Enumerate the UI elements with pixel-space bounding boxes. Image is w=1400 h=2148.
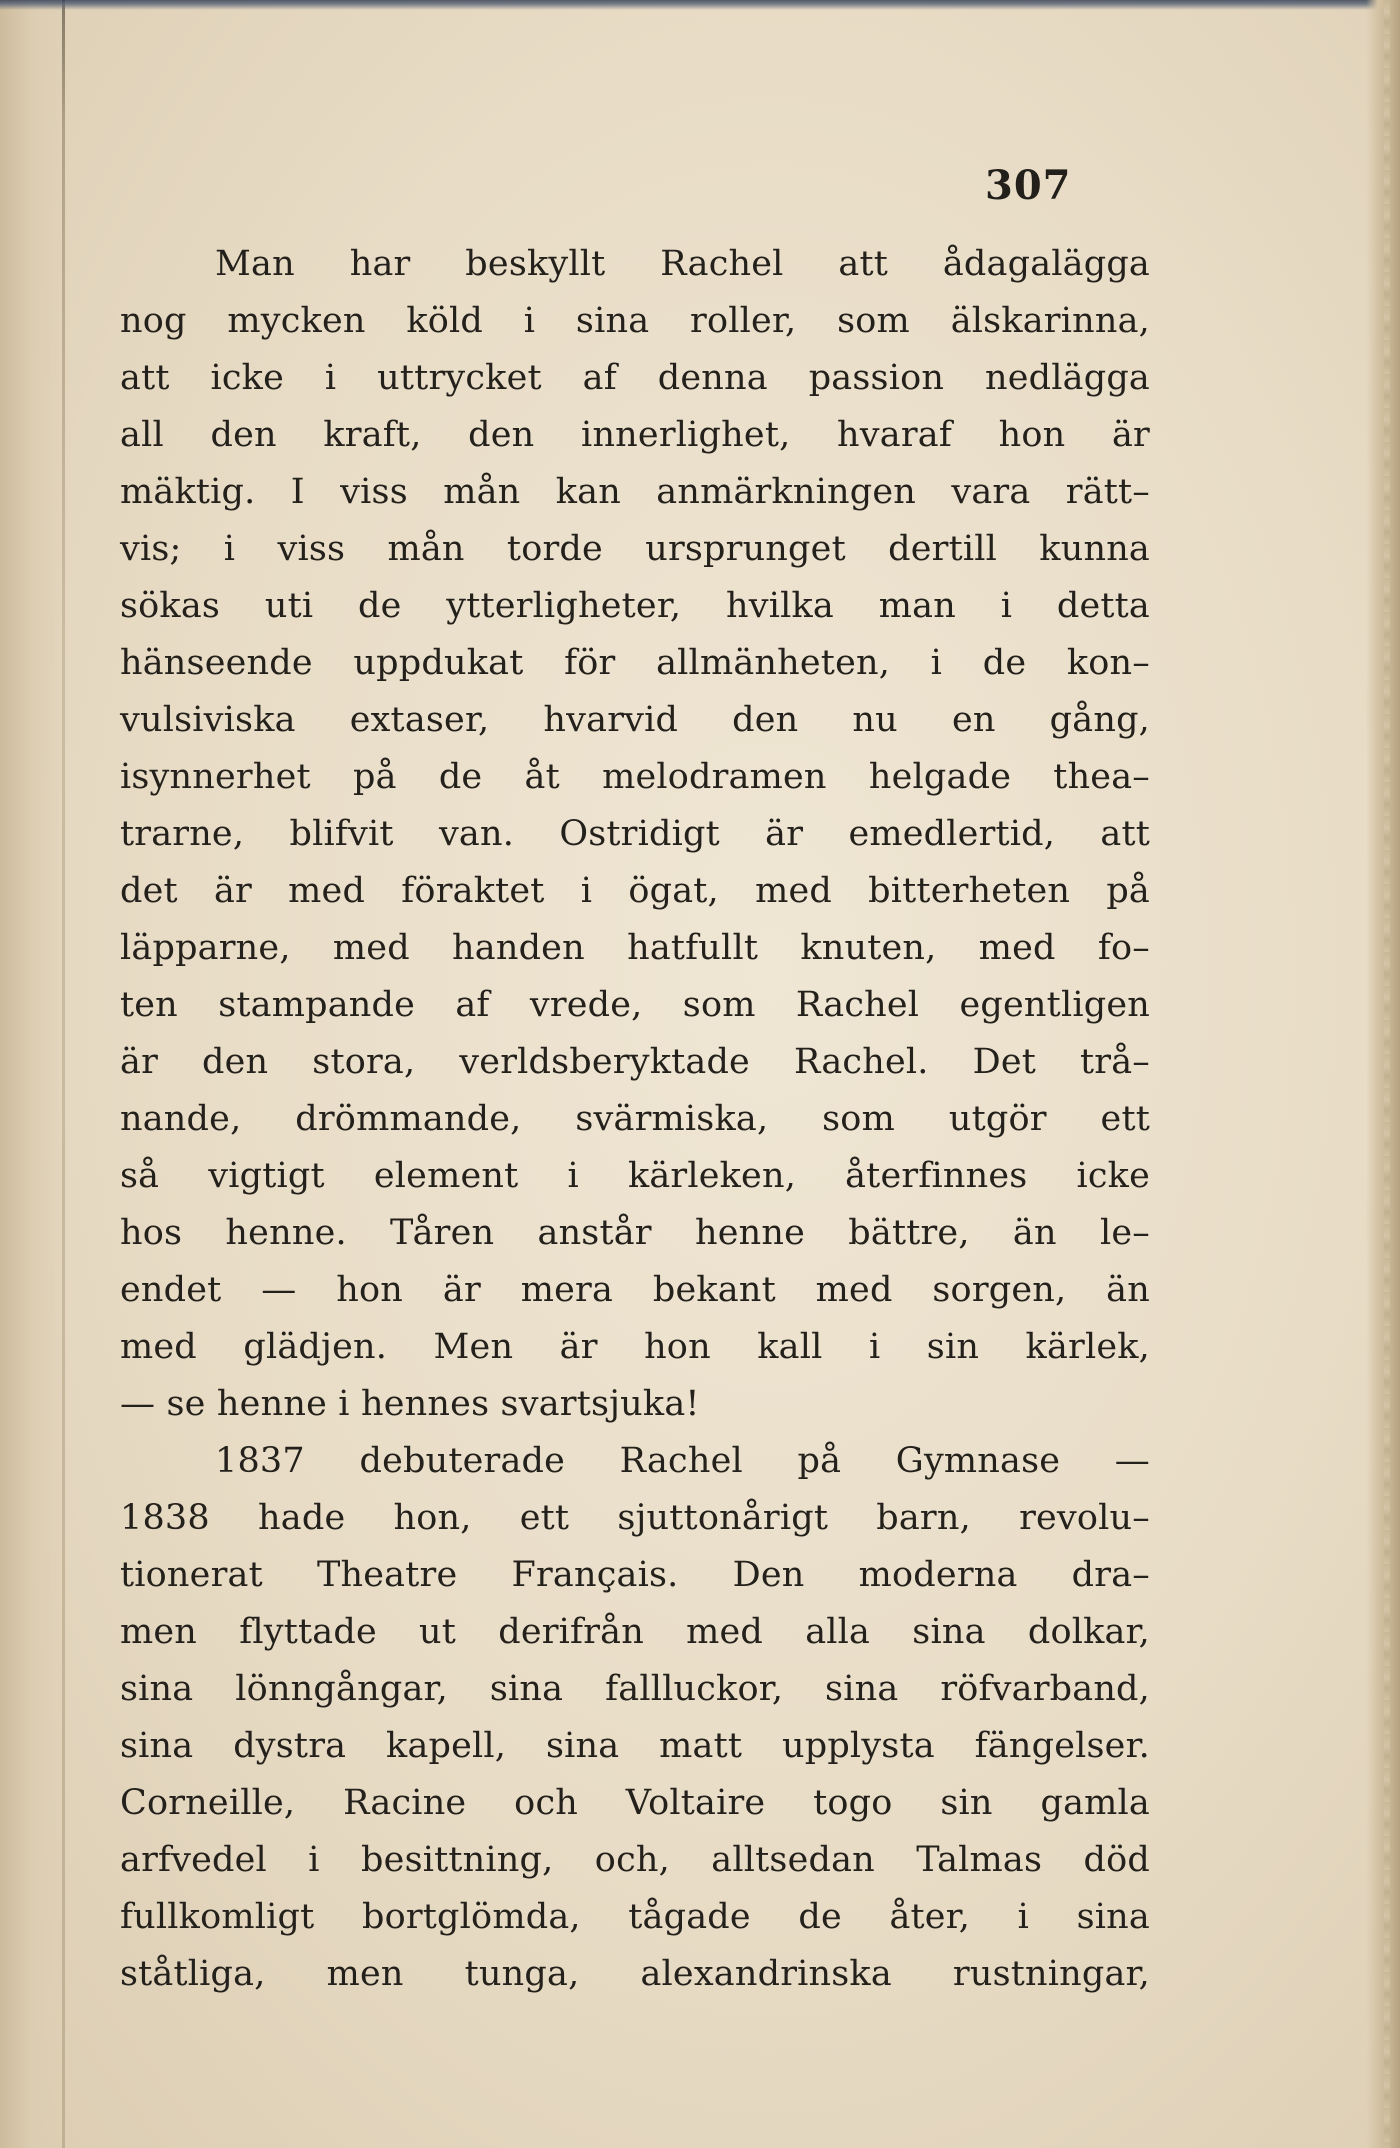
page-stack-edge [1384,0,1390,2148]
binding-shadow-line [62,0,65,2148]
binding-gutter [0,0,70,2148]
text-line: sina dystra kapell, sina matt upplysta fängelser. [120,1726,1150,1766]
text-line: nande, drömmande, svärmiska, som utgör ett [120,1099,1150,1139]
page-number: 307 [985,162,1072,209]
text-line: Corneille, Racine och Voltaire togo sin gamla [120,1783,1150,1823]
text-line: är den stora, verldsberyktade Rachel. Det trå– [120,1042,1150,1082]
text-line: ståtliga, men tunga, alexandrinska rustningar, [120,1954,1150,1994]
text-line: mäktig. I viss mån kan anmärkningen vara rätt– [120,472,1150,512]
text-line: — se henne i hennes svartsjuka! [120,1384,700,1424]
text-line: fullkomligt bortglömda, tågade de åter, i sina [120,1897,1150,1937]
text-line: trarne, blifvit van. Ostridigt är emedlertid, att [120,814,1150,854]
body-text [120,236,1150,2003]
text-line: så vigtigt element i kärleken, återfinnes icke [120,1156,1150,1196]
text-line: sina lönngångar, sina fallluckor, sina röfvarband, [120,1669,1150,1709]
text-line: all den kraft, den innerlighet, hvaraf hon är [120,415,1150,455]
text-line: isynnerhet på de åt melodramen helgade thea– [120,757,1150,797]
text-line: nog mycken köld i sina roller, som älskarinna, [120,301,1150,341]
text-line: hos henne. Tåren anstår henne bättre, än le– [120,1213,1150,1253]
text-line: med glädjen. Men är hon kall i sin kärlek, [120,1327,1150,1367]
text-line: det är med föraktet i ögat, med bitterheten på [120,871,1150,911]
top-page-edge [0,0,1400,10]
text-line: vis; i viss mån torde ursprunget dertill kunna [120,529,1150,569]
text-line: arfvedel i besittning, och, alltsedan Talmas död [120,1840,1150,1880]
text-line: vulsiviska extaser, hvarvid den nu en gång, [120,700,1150,740]
text-line: men flyttade ut derifrån med alla sina dolkar, [120,1612,1150,1652]
text-line: sökas uti de ytterligheter, hvilka man i detta [120,586,1150,626]
text-line: Man har beskyllt Rachel att ådagalägga [215,244,1150,284]
text-line: läpparne, med handen hatfullt knuten, med fo– [120,928,1150,968]
text-line: 1837 debuterade Rachel på Gymnase — [215,1441,1150,1481]
right-page-edge [1366,0,1400,2148]
text-line: tionerat Theatre Français. Den moderna dra– [120,1555,1150,1595]
text-line: ten stampande af vrede, som Rachel egentligen [120,985,1150,1025]
text-line: att icke i uttrycket af denna passion nedlägga [120,358,1150,398]
text-line: endet — hon är mera bekant med sorgen, än [120,1270,1150,1310]
text-line: hänseende uppdukat för allmänheten, i de kon– [120,643,1150,683]
text-line: 1838 hade hon, ett sjuttonårigt barn, revolu– [120,1498,1150,1538]
